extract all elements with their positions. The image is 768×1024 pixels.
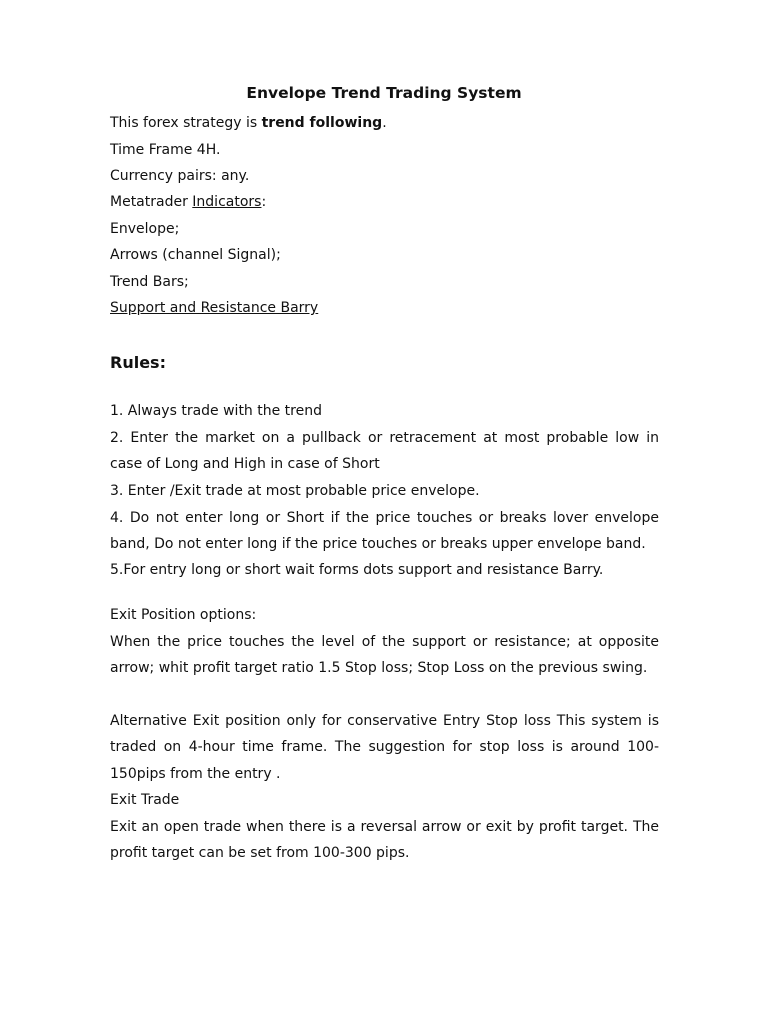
exit-trade-heading: Exit Trade	[110, 792, 180, 808]
rule-2: 2. Enter the market on a pullback or retracement at most probable low in case of Long and High in case of Short	[110, 430, 659, 473]
document-title: Envelope Trend Trading System	[246, 84, 522, 102]
rule-1: 1. Always trade with the trend	[110, 403, 322, 419]
strategy-type-line	[110, 113, 387, 133]
time-frame-line: Time Frame 4H.	[110, 142, 221, 158]
indicators-prefix: Metatrader	[110, 194, 193, 210]
exit-paragraph-3: Exit an open trade when there is a reversal arrow or exit by profit target. The profit target can be set from 100-300 pips.	[110, 819, 659, 862]
strategy-type-suffix: .	[382, 115, 387, 131]
exit-paragraph-2: Alternative Exit position only for conservative Entry Stop loss This system is traded on 4-hour time frame. The suggestion for stop loss is around 100-150pips from the entry .	[110, 713, 659, 782]
strategy-type-prefix: This forex strategy is	[110, 115, 262, 131]
indicator-trend-bars: Trend Bars;	[110, 274, 189, 290]
rule-4: 4. Do not enter long or Short if the price touches or breaks lover envelope band, Do not enter long if the price touches or breaks upper envelope band.	[110, 510, 659, 553]
indicator-arrows: Arrows (channel Signal);	[110, 247, 281, 263]
currency-pairs-line: Currency pairs: any.	[110, 168, 250, 184]
rule-3: 3. Enter /Exit trade at most probable price envelope.	[110, 483, 480, 499]
indicators-suffix: :	[261, 194, 267, 210]
indicators-link[interactable]: Indicators	[192, 194, 262, 210]
rules-heading: Rules:	[110, 353, 166, 372]
rule-5: 5.For entry long or short wait forms dots support and resistance Barry.	[110, 562, 604, 578]
indicator-envelope: Envelope;	[110, 221, 180, 237]
indicator-support-resistance-link[interactable]: Support and Resistance Barry	[110, 300, 319, 316]
exit-options-heading: Exit Position options:	[110, 607, 257, 623]
exit-paragraph-1: When the price touches the level of the support or resistance; at opposite arrow; whit profit target ratio 1.5 Stop loss; Stop Loss on the previous swing.	[110, 634, 659, 677]
strategy-type-bold: trend following	[261, 115, 383, 131]
indicators-line	[110, 192, 266, 212]
